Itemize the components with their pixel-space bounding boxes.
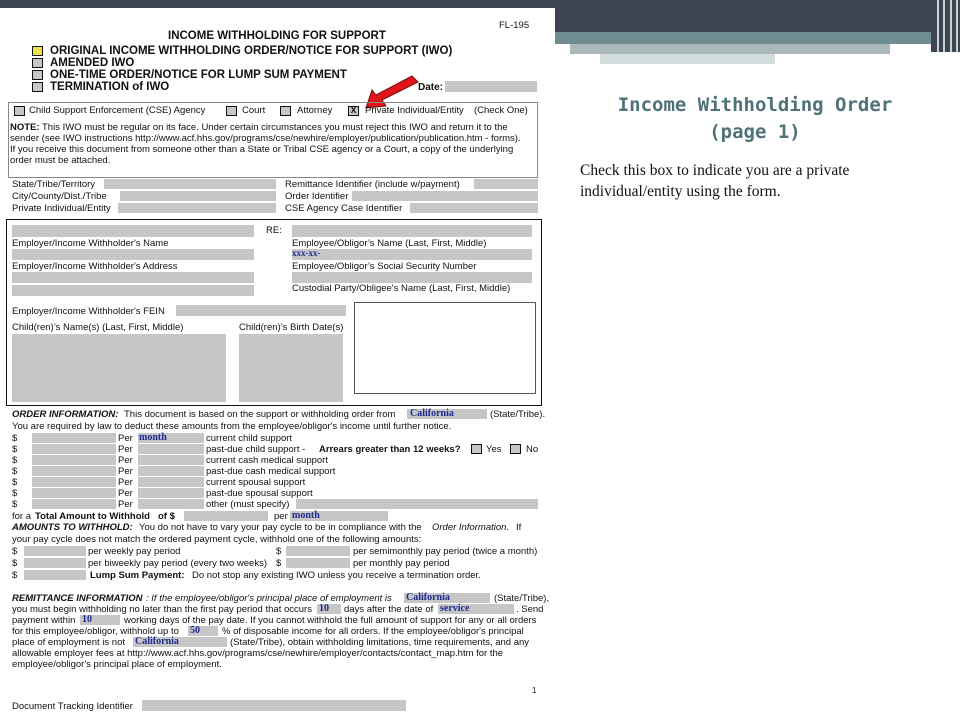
cse-case-label: CSE Agency Case Identifier bbox=[285, 203, 403, 214]
note-label: NOTE: bbox=[10, 122, 40, 133]
decor-band bbox=[555, 8, 935, 32]
form-document: FL-195 INCOME WITHHOLDING FOR SUPPORT ORIGINAL INCOME WITHHOLDING ORDER/NOTICE FOR SUPPORT (IWO) AMENDED IWO ONE-TIME ORDER/NOTICE FOR LUMP SUM PAYMENT TERMINATION of IWO Date: Child Support Enforcement (CSE) Agency Court Attorney X Private Individual/Entity (Check One) NOTE: This IWO must be regular on its face. Under certain circumstances you must reject this IWO and return it to the sender (see IWO instructions http://www.acf.hhs.gov/programs/cse/newhire/employer/publication/publication.htm - forms). If you receive this document from someone other than a State or Tribal CSE agency or a Court, a copy of the underlying order must be attached. State/Tribe/Territory City/County/Dist./Tribe Private Individual/Entity Remittance Identifier (include w/payment) Order Identifier CSE Agency Case Identifier RE: Employer/Income Withholder's Name Employee/Obligor’s Name (Last, First, Middle) xxx-xx- Employer/Income Withholder's Address Employee/Obligor’s Social Security Number Custodial Party/Obligee's Name (Last, First, Middle) Employer/Income Withholder's FEIN Child(ren)’s Name(s) (Last, First, Middle) Child(ren)’s Birth Date(s) ORDER INFORMATION: This document is based on the support or withholding order from California (State/Tribe). You are required by law to deduct these amounts from the employee/obligor's income until further notice. $ Per month current child support $ Per past-due child support - Arrears greater than 12 weeks? Yes No $ Per current cash medical support $ Per past-due cash medical support $ Per current spousal support $ Per past-due spousal support $ Per other (must specify) for a Total Amount to Withhold of $ per month AMOUNTS TO WITHHOLD: You do not have to vary your pay cycle to be in compliance with the Order Information. If your pay cycle does not match the ordered payment cycle, withhold one of the following amounts: $ per weekly pay period $ per semimonthly pay period (twice a month) $ per biweekly pay period (every two weeks) $ per monthly pay period $ Lump Sum Payment: Do not stop any existing IWO unless you receive a termination order. REMITTANCE INFORMATION : If the employee/obligor's principal place of employment is California (State/Tribe), you must begin withholding no later than the first pay period that occurs 10 days after the date of service . Send payment within 10 working days of the pay date. If you cannot withhold the full amount of support for any or all orders for this employee/obligor, withhold up to 50 % of disposable income for all orders. If the employee/obligor's principal place of employment is not California (State/Tribe), obtain withholding limitations, time requirements, and any allowable employer fees at http://www.acf.hhs.gov/programs/cse/newhire/employer/contacts/contact_map.htm for the employee/obligor's principal place of employment. 1 Document Tracking Identifier bbox=[0, 8, 553, 720]
lump-label: Lump Sum Payment: bbox=[90, 570, 185, 581]
cse-case-field bbox=[410, 203, 538, 213]
order-row-desc: current cash medical support bbox=[206, 455, 328, 466]
remittance-l5b: (State/Tribe), obtain withholding limitations, time requirements, and any bbox=[230, 637, 530, 648]
sender-private-label: Private Individual/Entity bbox=[365, 105, 464, 116]
employer-name-field bbox=[12, 225, 254, 237]
per-label: Per bbox=[118, 477, 133, 488]
lump-text: Do not stop any existing IWO unless you receive a termination order. bbox=[192, 570, 481, 581]
arrears-yes-checkbox bbox=[471, 444, 482, 454]
period-field bbox=[138, 488, 204, 498]
order-state-suffix: (State/Tribe). bbox=[490, 409, 546, 420]
order-row-desc: current child support bbox=[206, 433, 293, 444]
per-label: Per bbox=[118, 433, 133, 444]
option-checkbox bbox=[32, 82, 43, 92]
private-entity-checkbox: X bbox=[348, 106, 359, 116]
amounts-line2: your pay cycle does not match the ordered payment cycle, withhold one of the following amounts: bbox=[12, 534, 422, 545]
remit-state-value: California bbox=[406, 592, 450, 603]
remittance-id-label: Remittance Identifier (include w/payment) bbox=[285, 179, 460, 190]
page-number: 1 bbox=[532, 686, 537, 695]
check-one-label: (Check One) bbox=[474, 105, 528, 116]
monthly-label: per monthly pay period bbox=[353, 558, 450, 569]
arrears-no-checkbox bbox=[510, 444, 521, 454]
option-checkbox bbox=[32, 58, 43, 68]
arrears-label: Arrears greater than 12 weeks? bbox=[319, 444, 461, 455]
period-field bbox=[138, 466, 204, 476]
service-value: service bbox=[440, 603, 470, 614]
decor-band bbox=[570, 44, 890, 54]
remittance-l1a: : If the employee/obligor's principal place of employment is bbox=[146, 593, 392, 604]
remittance-l2b: days after the date of bbox=[344, 604, 434, 615]
remittance-l7: employee/obligor's principal place of employment. bbox=[12, 659, 222, 670]
attorney-checkbox bbox=[280, 106, 291, 116]
slide-title bbox=[580, 92, 930, 146]
option-checkbox bbox=[32, 70, 43, 80]
remittance-l5a: place of employment is not bbox=[12, 637, 126, 648]
ssn-value: xxx-xx- bbox=[292, 248, 321, 258]
working-days-value: 10 bbox=[82, 614, 92, 625]
period-field bbox=[138, 444, 204, 454]
ssn-field bbox=[292, 249, 532, 260]
arrears-no-label: No bbox=[526, 444, 539, 455]
percent-value: 50 bbox=[190, 625, 200, 636]
weekly-label: per weekly pay period bbox=[88, 546, 181, 557]
state-tribe-field bbox=[104, 179, 276, 189]
state-tribe-label: State/Tribe/Territory bbox=[12, 179, 96, 190]
per-label: Per bbox=[118, 466, 133, 477]
order-id-label: Order Identifier bbox=[285, 191, 349, 202]
order-row-desc: current spousal support bbox=[206, 477, 306, 488]
note-line: This IWO must be regular on its face. Under certain circumstances you must reject this IWO and return it to the bbox=[42, 122, 508, 133]
per-label: Per bbox=[118, 455, 133, 466]
employer-field bbox=[12, 249, 254, 260]
slide-title-line2: (page 1) bbox=[709, 121, 801, 143]
birth-dates-label: Child(ren)’s Birth Date(s) bbox=[239, 322, 344, 333]
total-per: per bbox=[274, 511, 288, 522]
fein-label: Employer/Income Withholder's FEIN bbox=[12, 306, 165, 317]
days-value: 10 bbox=[319, 603, 329, 614]
order-row-desc: past-due spousal support bbox=[206, 488, 313, 499]
city-label: City/County/Dist./Tribe bbox=[12, 191, 107, 202]
total-prefix: for a bbox=[12, 511, 32, 522]
employer-name-label: Employer/Income Withholder's Name bbox=[12, 238, 169, 249]
order-row-desc: past-due cash medical support bbox=[206, 466, 336, 477]
slide-title-line1: Income Withholding Order bbox=[617, 94, 893, 116]
remittance-l3b: working days of the pay date. If you cannot withhold the full amount of support for any or all orders bbox=[124, 615, 537, 626]
note-line: order must be attached. bbox=[10, 155, 111, 166]
form-header: INCOME WITHHOLDING FOR SUPPORT bbox=[168, 30, 386, 42]
amounts-line1-end: If bbox=[516, 522, 522, 533]
remittance-id-field bbox=[474, 179, 538, 189]
order-info-line2: You are required by law to deduct these amounts from the employee/obligor's income until further notice. bbox=[12, 421, 452, 432]
employee-name-label: Employee/Obligor’s Name (Last, First, Middle) bbox=[292, 238, 487, 249]
remittance-l1b: (State/Tribe), bbox=[494, 593, 550, 604]
period-field bbox=[138, 499, 204, 509]
private-id-label: Private Individual/Entity bbox=[12, 203, 111, 214]
remittance-l6: allowable employer fees at http://www.acf.hhs.gov/programs/cse/newhire/employer/contacts/contact_map.htm for the bbox=[12, 648, 504, 659]
remittance-l4a: for this employee/obligor, withhold up to bbox=[12, 626, 179, 637]
court-checkbox bbox=[226, 106, 237, 116]
period-field bbox=[138, 455, 204, 465]
sender-court-label: Court bbox=[242, 105, 266, 116]
total-of: of $ bbox=[158, 511, 175, 522]
blank-box bbox=[354, 302, 536, 394]
order-row-desc: past-due child support - bbox=[206, 444, 306, 455]
children-label: Child(ren)’s Name(s) (Last, First, Middle) bbox=[12, 322, 184, 333]
amounts-label: AMOUNTS TO WITHHOLD: bbox=[12, 522, 133, 533]
total-amount-field bbox=[184, 511, 268, 521]
total-period-value: month bbox=[292, 510, 320, 521]
remittance-l4b: % of disposable income for all orders. If the employee/obligor's principal bbox=[222, 626, 524, 637]
slide-body-text: Check this box to indicate you are a private individual/entity using the form. bbox=[580, 162, 850, 200]
top-bar bbox=[0, 0, 960, 8]
cse-checkbox bbox=[14, 106, 25, 116]
option-label: TERMINATION of IWO bbox=[50, 81, 170, 93]
form-id: FL-195 bbox=[499, 20, 530, 31]
option-label: ORIGINAL INCOME WITHHOLDING ORDER/NOTICE FOR SUPPORT (IWO) bbox=[50, 45, 453, 57]
period-value: month bbox=[139, 432, 167, 443]
total-label: Total Amount to Withhold bbox=[35, 511, 150, 522]
tracking-label: Document Tracking Identifier bbox=[12, 701, 133, 712]
re-label: RE: bbox=[266, 225, 282, 236]
birth-dates-field bbox=[239, 334, 343, 402]
order-info-text: This document is based on the support or withholding order from bbox=[124, 409, 396, 420]
period-field bbox=[138, 477, 204, 487]
option-checkbox bbox=[32, 46, 43, 56]
custodial-label: Custodial Party/Obligee's Name (Last, First, Middle) bbox=[292, 283, 511, 294]
remittance-l3a: payment within bbox=[12, 615, 76, 626]
date-label: Date: bbox=[418, 82, 444, 93]
decor-stripes bbox=[931, 0, 960, 52]
per-label: Per bbox=[118, 444, 133, 455]
order-info-label: ORDER INFORMATION: bbox=[12, 409, 119, 420]
order-id-field bbox=[352, 191, 538, 201]
decor-band bbox=[555, 32, 935, 44]
decor-band bbox=[600, 54, 775, 64]
employee-name-field bbox=[292, 225, 532, 237]
date-field bbox=[445, 81, 537, 92]
option-label: ONE-TIME ORDER/NOTICE FOR LUMP SUM PAYMENT bbox=[50, 69, 347, 81]
tracking-field bbox=[142, 700, 406, 711]
children-field bbox=[12, 334, 226, 402]
employer-address-label: Employer/Income Withholder's Address bbox=[12, 261, 178, 272]
private-id-field bbox=[118, 203, 276, 213]
other-specify-field bbox=[296, 499, 538, 509]
remit-state2-value: California bbox=[135, 636, 179, 647]
custodial-field bbox=[292, 272, 532, 283]
remittance-l2c: . Send bbox=[516, 604, 544, 615]
ssn-label: Employee/Obligor’s Social Security Number bbox=[292, 261, 477, 272]
sender-cse-label: Child Support Enforcement (CSE) Agency bbox=[29, 105, 206, 116]
amounts-line1: You do not have to vary your pay cycle to be in compliance with the bbox=[139, 522, 422, 533]
per-label: Per bbox=[118, 488, 133, 499]
remittance-l2a: you must begin withholding no later than the first pay period that occurs bbox=[12, 604, 312, 615]
arrears-yes-label: Yes bbox=[486, 444, 502, 455]
option-label: AMENDED IWO bbox=[50, 57, 135, 69]
per-label: Per bbox=[118, 499, 133, 510]
biweekly-label: per biweekly pay period (every two weeks) bbox=[88, 558, 267, 569]
note-line: If you receive this document from someone other than a State or Tribal CSE agency or a Court, a copy of the underlying bbox=[10, 144, 514, 155]
order-row-desc: other (must specify) bbox=[206, 499, 290, 510]
note-line: sender (see IWO instructions http://www.acf.hhs.gov/programs/cse/newhire/employer/publication/publication.htm - forms). bbox=[10, 133, 521, 144]
semimonthly-label: per semimonthly pay period (twice a month) bbox=[353, 546, 538, 557]
sender-attorney-label: Attorney bbox=[297, 105, 333, 116]
city-field bbox=[120, 191, 276, 201]
address-field bbox=[12, 272, 254, 283]
fein-field bbox=[176, 305, 346, 316]
remittance-label: REMITTANCE INFORMATION bbox=[12, 593, 143, 604]
address-field bbox=[12, 285, 254, 296]
amounts-line1-i: Order Information. bbox=[432, 522, 510, 533]
order-state-value: California bbox=[410, 408, 454, 419]
